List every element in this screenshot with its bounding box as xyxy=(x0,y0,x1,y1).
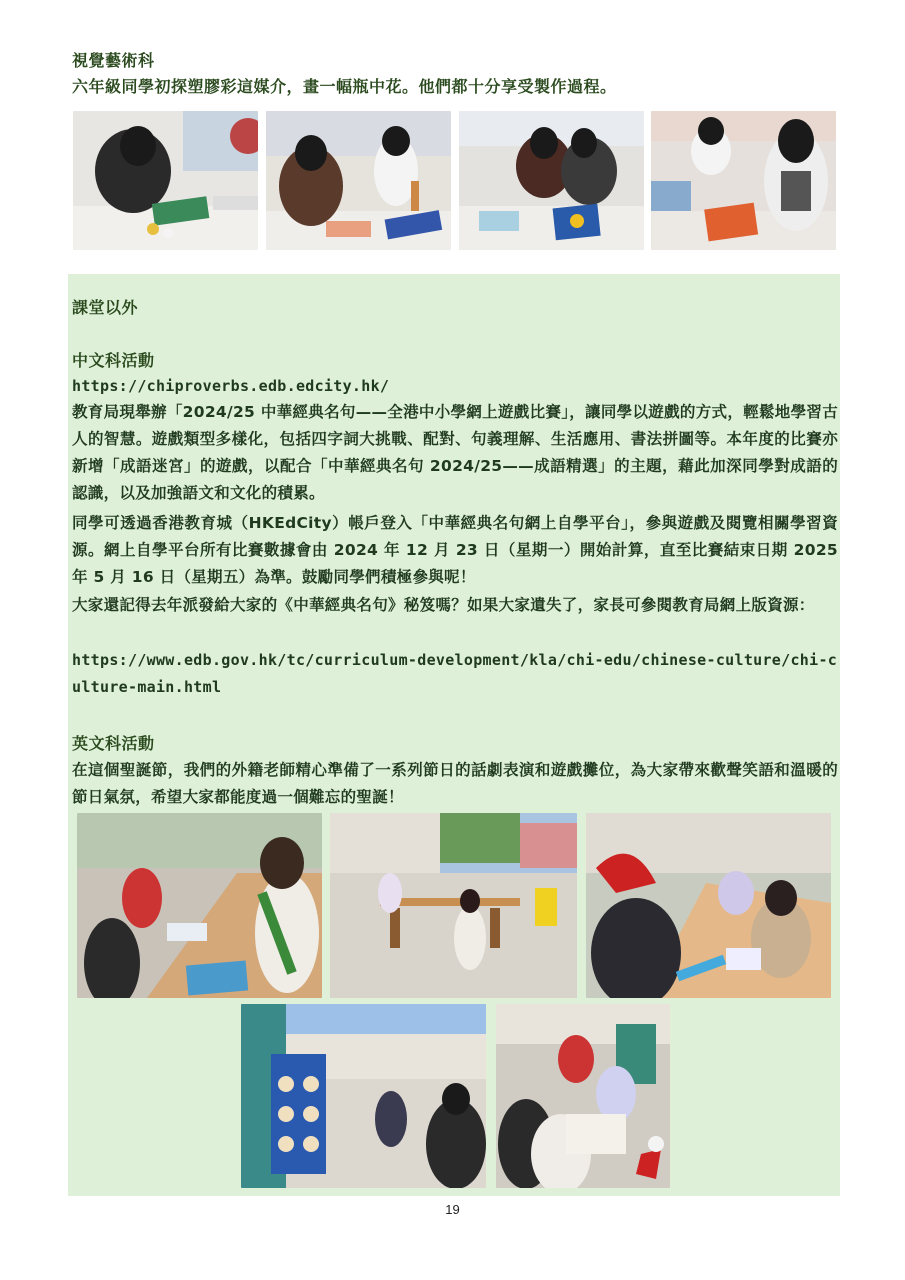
chinese-activities-title: 中文科活動 xyxy=(72,351,155,370)
christmas-photo-5 xyxy=(496,1004,670,1188)
christmas-photo-1 xyxy=(77,813,322,998)
christmas-photo-3 xyxy=(586,813,831,998)
visual-arts-caption: 六年級同學初探塑膠彩這媒介，畫一幅瓶中花。他們都十分享受製作過程。 xyxy=(72,77,617,96)
art-photo-2 xyxy=(266,111,451,250)
chinese-paragraph-2: 同學可透過香港教育城（HKEdCity）帳戶登入「中華經典名句網上自學平台」，參與遊戲及閱覽相關學習資源。網上自學平台所有比賽數據會由 2024 年 12 月 23 日（星期一）開始計算，直至比賽結束日期 2025 年 5 月 16 日（星期五）為準。鼓勵同學們積極參與呢！ xyxy=(72,514,838,586)
art-photo-1 xyxy=(73,111,258,250)
chinese-paragraph-1: 教育局現舉辦「2024/25 中華經典名句——全港中小學網上遊戲比賽」，讓同學以遊戲的方式，輕鬆地學習古人的智慧。遊戲類型多樣化，包括四字詞大挑戰、配對、句義理解、生活應用、書法拼圖等。本年度的比賽亦新增「成語迷宮」的遊戲，以配合「中華經典名句 2024/25——成語精選」的主題，藉此加深同學對成語的認識，以及加強語文和文化的積累。 xyxy=(72,403,838,502)
chinese-paragraph-3: 大家還記得去年派發給大家的《中華經典名句》秘笈嗎？如果大家遺失了，家長可參閱教育局網上版資源： xyxy=(72,596,815,614)
page-number: 19 xyxy=(445,1202,460,1217)
art-photo-4 xyxy=(651,111,836,250)
art-photo-3 xyxy=(459,111,644,250)
christmas-photo-4 xyxy=(241,1004,486,1188)
panel-title: 課堂以外 xyxy=(72,298,139,317)
english-activities-title: 英文科活動 xyxy=(72,734,155,753)
english-paragraph-1: 在這個聖誕節，我們的外籍老師精心準備了一系列節日的話劇表演和遊戲攤位，為大家帶來歡聲笑語和溫暖的節日氣氛，希望大家都能度過一個難忘的聖誕！ xyxy=(72,761,838,806)
edb-resource-link[interactable]: https://www.edb.gov.hk/tc/curriculum-development/kla/chi-edu/chinese-culture/chi-culture-main.html xyxy=(72,651,838,696)
chiproverbs-link[interactable]: https://chiproverbs.edb.edcity.hk/ xyxy=(72,377,390,395)
christmas-photo-2 xyxy=(330,813,577,998)
visual-arts-title: 視覺藝術科 xyxy=(72,51,155,70)
